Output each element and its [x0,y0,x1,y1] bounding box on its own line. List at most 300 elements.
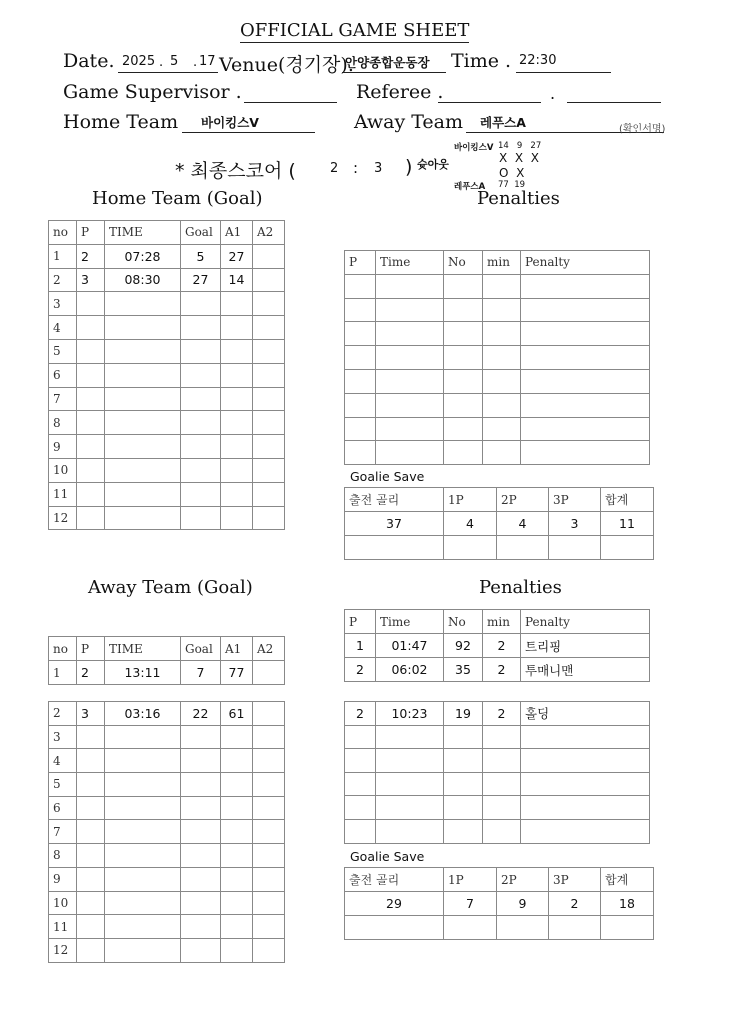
cell[interactable] [376,441,444,465]
cell[interactable] [345,772,376,796]
cell[interactable] [345,749,376,773]
cell[interactable]: 3 [49,292,77,316]
cell[interactable]: 4 [444,512,497,536]
cell[interactable] [77,749,105,773]
cell[interactable] [253,891,285,915]
cell[interactable] [444,441,483,465]
cell[interactable] [221,482,253,506]
column-header: no [49,637,77,661]
cell[interactable] [105,506,181,530]
cell[interactable] [521,796,650,820]
cell[interactable]: 7 [49,820,77,844]
cell[interactable]: 3 [549,512,601,536]
cell[interactable] [77,915,105,939]
cell[interactable] [221,387,253,411]
cell[interactable] [483,369,521,393]
cell[interactable] [221,506,253,530]
column-header: 1P [444,868,497,892]
cell[interactable] [221,915,253,939]
cell[interactable] [181,411,221,435]
cell[interactable]: 92 [444,634,483,658]
cell[interactable]: 1 [49,661,77,685]
cell[interactable]: 35 [444,658,483,682]
cell[interactable] [77,506,105,530]
column-header: 합계 [601,488,654,512]
home-team-underline [182,132,315,133]
away-goalie-table [344,867,654,940]
cell[interactable] [521,274,650,298]
cell[interactable] [77,820,105,844]
cell[interactable] [221,820,253,844]
cell[interactable]: 6 [49,363,77,387]
away-goals-table-row [49,844,285,868]
cell[interactable] [444,369,483,393]
date-day[interactable]: 17 [199,54,216,69]
cell[interactable] [253,387,285,411]
away-goals-table-row [49,867,285,891]
away-penalties-table-row [345,796,650,820]
cell[interactable] [253,435,285,459]
cell[interactable] [253,292,285,316]
cell[interactable] [105,435,181,459]
cell[interactable]: 홀딩 [521,702,650,726]
column-header: min [483,610,521,634]
away-penalties-table [344,701,650,844]
cell[interactable]: 03:16 [105,702,181,726]
away-score[interactable]: 3 [374,161,383,176]
cell[interactable] [483,274,521,298]
cell[interactable]: 9 [49,867,77,891]
cell[interactable] [521,819,650,843]
cell[interactable] [221,458,253,482]
cell[interactable] [345,346,376,370]
cell[interactable]: 08:30 [105,268,181,292]
cell[interactable] [483,796,521,820]
cell[interactable] [77,725,105,749]
cell[interactable] [444,725,483,749]
cell[interactable] [376,749,444,773]
column-header: TIME [105,221,181,245]
cell[interactable]: 2 [49,268,77,292]
cell[interactable]: 5 [181,244,221,268]
cell[interactable]: 5 [49,773,77,797]
cell[interactable]: 19 [444,702,483,726]
cell[interactable] [253,363,285,387]
away-goals-table-row [49,796,285,820]
cell[interactable] [77,339,105,363]
column-header: TIME [105,637,181,661]
score-colon: : [353,159,359,177]
cell[interactable] [444,417,483,441]
cell[interactable] [444,916,497,940]
cell[interactable]: 3 [49,725,77,749]
cell[interactable] [483,298,521,322]
away-penalties-table-row [345,725,650,749]
cell[interactable] [483,346,521,370]
cell[interactable] [601,536,654,560]
referee-dot: . [550,84,556,103]
cell[interactable] [253,506,285,530]
cell[interactable] [483,725,521,749]
cell[interactable] [105,482,181,506]
home-penalties-table-row [345,441,650,465]
cell[interactable] [483,322,521,346]
home-goals-table-row [49,506,285,530]
cell[interactable] [181,796,221,820]
cell[interactable] [253,458,285,482]
venue-value[interactable]: 안양종합운동장 [345,55,430,70]
cell[interactable] [444,298,483,322]
cell[interactable]: 06:02 [376,658,444,682]
cell[interactable] [376,298,444,322]
away-goals-table-top-header [49,637,285,661]
cell[interactable] [77,435,105,459]
cell[interactable] [253,661,285,685]
time-value[interactable]: 22:30 [519,53,557,68]
cell[interactable] [221,867,253,891]
cell[interactable] [376,322,444,346]
cell[interactable] [105,387,181,411]
date-year[interactable]: 2025 [122,54,156,69]
column-header: 2P [497,868,549,892]
away-goals-title: Away Team (Goal) [88,577,253,598]
cell[interactable] [376,393,444,417]
cell[interactable] [253,725,285,749]
cell[interactable] [444,796,483,820]
cell[interactable] [77,891,105,915]
cell[interactable] [77,773,105,797]
column-header: P [77,221,105,245]
cell[interactable] [253,844,285,868]
cell[interactable] [253,339,285,363]
cell[interactable] [181,773,221,797]
cell[interactable] [497,916,549,940]
cell[interactable]: 트리핑 [521,634,650,658]
cell[interactable]: 1 [49,244,77,268]
cell[interactable] [376,796,444,820]
cell[interactable] [77,387,105,411]
supervisor-label: Game Supervisor . [63,81,242,103]
cell[interactable] [345,393,376,417]
cell[interactable] [444,749,483,773]
date-month[interactable]: 5 [170,54,179,69]
cell[interactable] [345,536,444,560]
cell[interactable]: 10 [49,458,77,482]
cell[interactable] [77,411,105,435]
home-penalties-table-row [345,417,650,441]
cell[interactable] [521,441,650,465]
cell[interactable]: 4 [497,512,549,536]
cell[interactable] [181,435,221,459]
home-goalie-title: Goalie Save [350,469,425,484]
cell[interactable] [253,749,285,773]
cell[interactable] [221,749,253,773]
cell[interactable] [181,363,221,387]
cell[interactable]: 5 [49,339,77,363]
cell[interactable] [105,867,181,891]
home-goals-table-row [49,363,285,387]
cell[interactable] [181,820,221,844]
cell[interactable]: 3 [77,702,105,726]
date-sep-2: . [193,55,198,70]
cell[interactable] [253,820,285,844]
cell[interactable] [483,749,521,773]
cell[interactable] [483,441,521,465]
cell[interactable] [221,773,253,797]
cell[interactable] [253,244,285,268]
cell[interactable] [483,393,521,417]
cell[interactable]: 18 [601,892,654,916]
cell[interactable]: 11 [49,482,77,506]
date-sep-1: . [159,55,164,70]
cell[interactable] [345,725,376,749]
cell[interactable] [521,417,650,441]
cell[interactable] [77,363,105,387]
cell[interactable]: 투매니맨 [521,658,650,682]
cell[interactable] [181,938,221,962]
cell[interactable] [181,749,221,773]
cell[interactable] [549,916,601,940]
cell[interactable] [253,867,285,891]
cell[interactable] [521,346,650,370]
cell[interactable] [253,796,285,820]
home-score[interactable]: 2 [330,161,339,176]
cell[interactable] [521,749,650,773]
cell[interactable] [376,725,444,749]
cell[interactable]: 01:47 [376,634,444,658]
cell[interactable] [105,796,181,820]
cell[interactable] [181,867,221,891]
cell[interactable] [77,938,105,962]
cell[interactable] [345,441,376,465]
cell[interactable] [376,346,444,370]
cell[interactable] [221,316,253,340]
cell[interactable] [105,363,181,387]
cell[interactable] [105,820,181,844]
column-header: min [483,251,521,275]
home-goalie-table-header [345,488,654,512]
cell[interactable] [105,316,181,340]
away-penalties-table-row [345,819,650,843]
cell[interactable] [549,536,601,560]
cell[interactable] [253,316,285,340]
cell[interactable] [77,458,105,482]
column-header: P [77,637,105,661]
cell[interactable]: 2 [77,661,105,685]
cell[interactable] [483,819,521,843]
cell[interactable] [181,292,221,316]
cell[interactable]: 10:23 [376,702,444,726]
cell[interactable] [105,844,181,868]
cell[interactable]: 1 [345,634,376,658]
cell[interactable]: 37 [345,512,444,536]
cell[interactable] [181,387,221,411]
cell[interactable] [345,322,376,346]
cell[interactable] [376,369,444,393]
away-goalie-title: Goalie Save [350,849,425,864]
cell[interactable]: 7 [181,661,221,685]
supervisor-field[interactable] [244,102,337,103]
cell[interactable] [77,867,105,891]
cell[interactable] [181,482,221,506]
cell[interactable] [376,819,444,843]
cell[interactable] [77,796,105,820]
cell[interactable] [253,482,285,506]
cell[interactable]: 3 [77,268,105,292]
cell[interactable]: 27 [221,244,253,268]
cell[interactable] [181,339,221,363]
cell[interactable]: 7 [444,892,497,916]
cell[interactable] [105,891,181,915]
cell[interactable] [444,819,483,843]
cell[interactable] [345,417,376,441]
referee-label: Referee . [356,81,444,103]
cell[interactable]: 2 [483,702,521,726]
cell[interactable]: 14 [221,268,253,292]
cell[interactable] [253,411,285,435]
cell[interactable] [221,363,253,387]
cell[interactable] [253,915,285,939]
cell[interactable] [345,819,376,843]
cell[interactable] [345,369,376,393]
cell[interactable] [181,458,221,482]
cell[interactable] [497,536,549,560]
cell[interactable] [221,844,253,868]
cell[interactable]: 9 [497,892,549,916]
cell[interactable] [221,938,253,962]
cell[interactable] [444,393,483,417]
cell[interactable]: 07:28 [105,244,181,268]
cell[interactable] [105,339,181,363]
cell[interactable] [521,369,650,393]
cell[interactable] [105,773,181,797]
cell[interactable]: 2 [49,702,77,726]
column-header: 1P [444,488,497,512]
cell[interactable] [483,417,521,441]
cell[interactable]: 2 [345,702,376,726]
cell[interactable] [105,292,181,316]
cell[interactable] [345,916,444,940]
cell[interactable]: 61 [221,702,253,726]
cell[interactable] [521,298,650,322]
away-goalie-table-row [345,892,654,916]
away-team-value[interactable]: 레푸스A [480,115,526,130]
cell[interactable]: 4 [49,316,77,340]
cell[interactable]: 29 [345,892,444,916]
cell[interactable] [221,796,253,820]
home-goalie-table-row [345,536,654,560]
away-penalties-table-row [345,772,650,796]
cell[interactable]: 9 [49,435,77,459]
cell[interactable] [444,322,483,346]
cell[interactable] [521,772,650,796]
cell[interactable] [345,796,376,820]
cell[interactable] [444,274,483,298]
cell[interactable] [181,915,221,939]
cell[interactable]: 13:11 [105,661,181,685]
cell[interactable] [253,938,285,962]
cell[interactable] [221,339,253,363]
home-goals-table-row [49,482,285,506]
cell[interactable]: 2 [483,634,521,658]
cell[interactable] [181,844,221,868]
cell[interactable] [105,458,181,482]
cell[interactable] [181,891,221,915]
cell[interactable] [253,702,285,726]
cell[interactable] [345,274,376,298]
cell[interactable] [221,292,253,316]
cell[interactable] [221,725,253,749]
cell[interactable]: 2 [549,892,601,916]
home-team-value[interactable]: 바이킹스V [201,115,259,130]
cell[interactable]: 27 [181,268,221,292]
cell[interactable] [521,322,650,346]
cell[interactable]: 2 [77,244,105,268]
cell[interactable]: 77 [221,661,253,685]
cell[interactable] [376,274,444,298]
venue-label: Venue(경기장). [219,54,354,76]
column-header: no [49,221,77,245]
cell[interactable] [345,298,376,322]
cell[interactable] [601,916,654,940]
referee-field[interactable] [438,102,541,103]
cell[interactable]: 2 [345,658,376,682]
cell[interactable] [105,725,181,749]
cell[interactable] [253,773,285,797]
cell[interactable]: 22 [181,702,221,726]
cell[interactable] [221,411,253,435]
cell[interactable] [376,417,444,441]
cell[interactable] [221,891,253,915]
cell[interactable] [105,749,181,773]
cell[interactable]: 8 [49,844,77,868]
cell[interactable] [181,316,221,340]
cell[interactable]: 6 [49,796,77,820]
cell[interactable]: 7 [49,387,77,411]
cell[interactable] [221,435,253,459]
cell[interactable] [376,772,444,796]
cell[interactable]: 8 [49,411,77,435]
cell[interactable] [483,772,521,796]
cell[interactable]: 11 [49,915,77,939]
cell[interactable] [521,725,650,749]
home-goals-table-row [49,435,285,459]
cell[interactable] [77,292,105,316]
cell[interactable] [105,938,181,962]
cell[interactable]: 10 [49,891,77,915]
cell[interactable]: 12 [49,506,77,530]
cell[interactable] [444,346,483,370]
cell[interactable] [444,536,497,560]
cell[interactable]: 2 [483,658,521,682]
cell[interactable] [77,482,105,506]
away-goalie-table-header [345,868,654,892]
home-penalties-table-row [345,322,650,346]
cell[interactable]: 11 [601,512,654,536]
cell[interactable] [77,316,105,340]
cell[interactable] [77,844,105,868]
cell[interactable]: 4 [49,749,77,773]
referee-field-2[interactable] [567,102,661,103]
cell[interactable] [181,725,221,749]
cell[interactable] [105,411,181,435]
cell[interactable] [253,268,285,292]
cell[interactable] [521,393,650,417]
cell[interactable] [444,772,483,796]
cell[interactable] [181,506,221,530]
cell[interactable]: 12 [49,938,77,962]
cell[interactable] [105,915,181,939]
